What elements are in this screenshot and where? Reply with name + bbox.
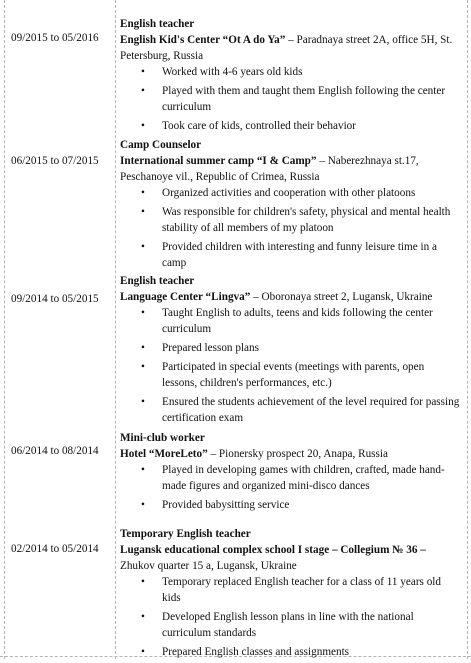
list-item: • Taught English to adults, teens and kids following the center curriculum [141, 307, 433, 335]
employer-name: Hotel “MoreLeto” [120, 448, 208, 460]
entry-dates: 06/2014 to 08/2014 [11, 445, 99, 457]
employer-name: Lugansk educational complex school I stage – Collegium № 36 – [120, 544, 426, 556]
bullet-icon: • [141, 611, 145, 623]
employer [120, 542, 460, 574]
list-item: • Played with them and taught them English following the center curriculum [141, 85, 446, 113]
bullet-icon: • [141, 342, 145, 354]
bullet-icon: • [141, 241, 145, 253]
employer-address: – Naberezhnaya st.17, Peschanoye vil., Republic of Crimea, Russia [120, 155, 419, 183]
list-item: • Provided babysitting service [141, 499, 290, 511]
experience-entry [120, 16, 460, 137]
list-item: • Participated in special events (meetings with parents, open lessons, children's performances, etc.) [141, 361, 425, 389]
list-item: • Ensured the students achievement of the level required for passing certification exam [141, 396, 460, 424]
table-column-divider [115, 0, 116, 659]
bullet-icon: • [141, 120, 145, 132]
employer [120, 289, 460, 305]
bullet-icon: • [141, 206, 145, 218]
bullet-icon: • [141, 66, 145, 78]
list-item: • Was responsible for children's safety, physical and mental health stability of all members of my platoon [141, 206, 451, 234]
entry-dates: 09/2014 to 05/2015 [11, 293, 99, 305]
job-title: English teacher [120, 275, 195, 287]
experience-entry [120, 137, 460, 274]
table-border-left [4, 0, 5, 659]
bullet-icon: • [141, 396, 145, 408]
duties-list [120, 185, 460, 271]
bullet-icon: • [141, 576, 145, 588]
list-item: • Organized activities and cooperation with other platoons [141, 187, 416, 199]
employer [120, 32, 460, 64]
duties-list [120, 64, 460, 134]
entry-dates: 09/2015 to 05/2016 [11, 32, 99, 44]
duties-list [120, 574, 460, 660]
experience-entry [120, 430, 460, 516]
employer-name: Language Center “Lingva” [120, 291, 251, 303]
bullet-icon: • [141, 85, 145, 97]
list-item: • Provided children with interesting and funny leisure time in a camp [141, 241, 437, 269]
duties-list [120, 305, 460, 426]
experience-entry [120, 273, 460, 429]
list-item: • Prepared lesson plans [141, 342, 259, 354]
bullet-icon: • [141, 307, 145, 319]
employer [120, 446, 460, 462]
employer-address: – Paradnaya street 2A, office 5H, St. Petersburg, Russia [120, 34, 453, 62]
bullet-icon: • [141, 361, 145, 373]
experience-entry [120, 526, 460, 663]
entry-dates: 02/2014 to 05/2014 [11, 543, 99, 555]
duties-list [120, 462, 460, 513]
bullet-icon: • [141, 464, 145, 476]
employer-address: – Oboronaya street 2, Lugansk, Ukraine [250, 291, 433, 303]
bullet-icon: • [141, 646, 145, 658]
bullet-icon: • [141, 187, 145, 199]
bullet-icon: • [141, 499, 145, 511]
job-title: Temporary English teacher [120, 528, 251, 540]
list-item: • Prepared English classes and assignments [141, 646, 350, 658]
list-item: • Played in developing games with children, crafted, made hand-made figures and organized mini-disco dances [141, 464, 445, 492]
employer [120, 153, 460, 185]
job-title: Mini-club worker [120, 432, 205, 444]
entry-dates: 06/2015 to 07/2015 [11, 155, 99, 167]
job-title: English teacher [120, 18, 195, 30]
job-title: Camp Counselor [120, 139, 202, 151]
list-item: • Temporary replaced English teacher for a class of 11 years old kids [141, 576, 441, 604]
employer-name: English Kid's Center “Ot A do Ya” [120, 34, 286, 46]
employer-address: Zhukov quarter 15 a, Lugansk, Ukraine [120, 560, 297, 572]
list-item: • Took care of kids, controlled their behavior [141, 120, 356, 132]
table-border-right [467, 0, 468, 659]
list-item: • Developed English lesson plans in line with the national curriculum standards [141, 611, 414, 639]
employer-address: – Pionersky prospect 20, Anapa, Russia [207, 448, 388, 460]
employer-name: International summer camp “I & Camp” [120, 155, 317, 167]
list-item: • Worked with 4-6 years old kids [141, 66, 303, 78]
